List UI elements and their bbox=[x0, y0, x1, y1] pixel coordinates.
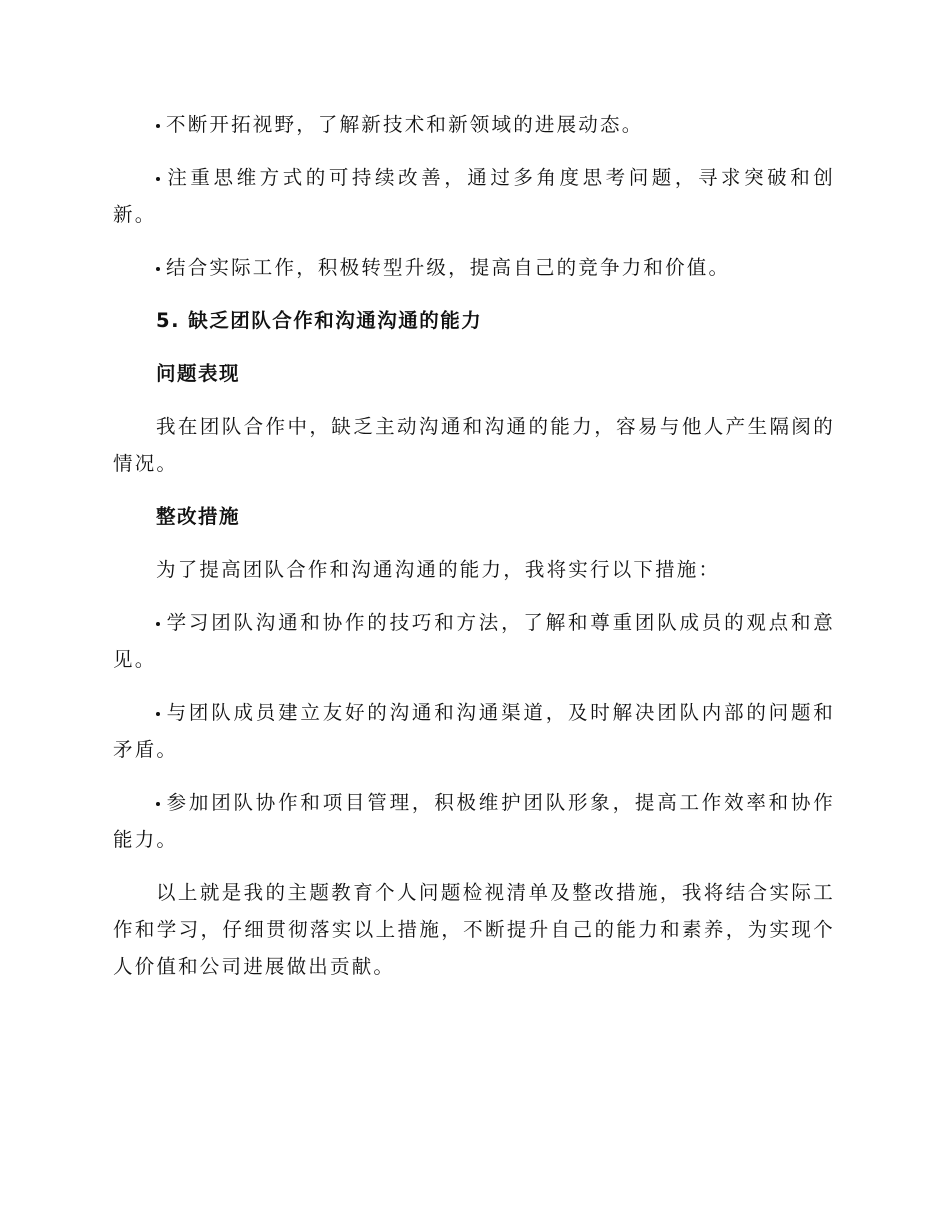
bullet-dot-icon bbox=[156, 267, 160, 271]
bullet-text: 注重思维方式的可持续改善，通过多角度思考问题，寻求突破和创新。 bbox=[113, 166, 835, 226]
bullet-item bbox=[113, 249, 835, 286]
bullet-dot-icon bbox=[156, 712, 160, 716]
problem-paragraph: 我在团队合作中，缺乏主动沟通和沟通的能力，容易与他人产生隔阂的情况。 bbox=[113, 415, 835, 475]
measures-intro-paragraph: 为了提高团队合作和沟通沟通的能力，我将实行以下措施： bbox=[156, 558, 721, 581]
bullet-text: 学习团队沟通和协作的技巧和方法，了解和尊重团队成员的观点和意见。 bbox=[113, 611, 835, 671]
bullet-item bbox=[113, 784, 835, 858]
bullet-item bbox=[113, 694, 835, 768]
bullet-item bbox=[113, 106, 835, 143]
bullet-dot-icon bbox=[156, 124, 160, 128]
bullet-text: 结合实际工作，积极转型升级，提高自己的竞争力和价值。 bbox=[166, 256, 731, 279]
document-body bbox=[113, 106, 835, 1001]
subsection-heading-problem: 问题表现 bbox=[156, 362, 241, 385]
bullet-item bbox=[113, 604, 835, 678]
bullet-text: 不断开拓视野，了解新技术和新领域的进展动态。 bbox=[166, 113, 644, 136]
bullet-text: 与团队成员建立友好的沟通和沟通渠道，及时解决团队内部的问题和矛盾。 bbox=[113, 701, 835, 761]
conclusion-paragraph: 以上就是我的主题教育个人问题检视清单及整改措施，我将结合实际工作和学习，仔细贯彻落实以上措施，不断提升自己的能力和素养，为实现个人价值和公司进展做出贡献。 bbox=[113, 881, 835, 978]
bullet-text: 参加团队协作和项目管理，积极维护团队形象，提高工作效率和协作能力。 bbox=[113, 791, 835, 851]
bullet-item bbox=[113, 159, 835, 233]
bullet-dot-icon bbox=[156, 622, 160, 626]
subsection-heading-measures: 整改措施 bbox=[156, 505, 241, 528]
bullet-dot-icon bbox=[156, 177, 160, 181]
bullet-dot-icon bbox=[156, 802, 160, 806]
section-heading: 5. 缺乏团队合作和沟通沟通的能力 bbox=[156, 309, 483, 332]
